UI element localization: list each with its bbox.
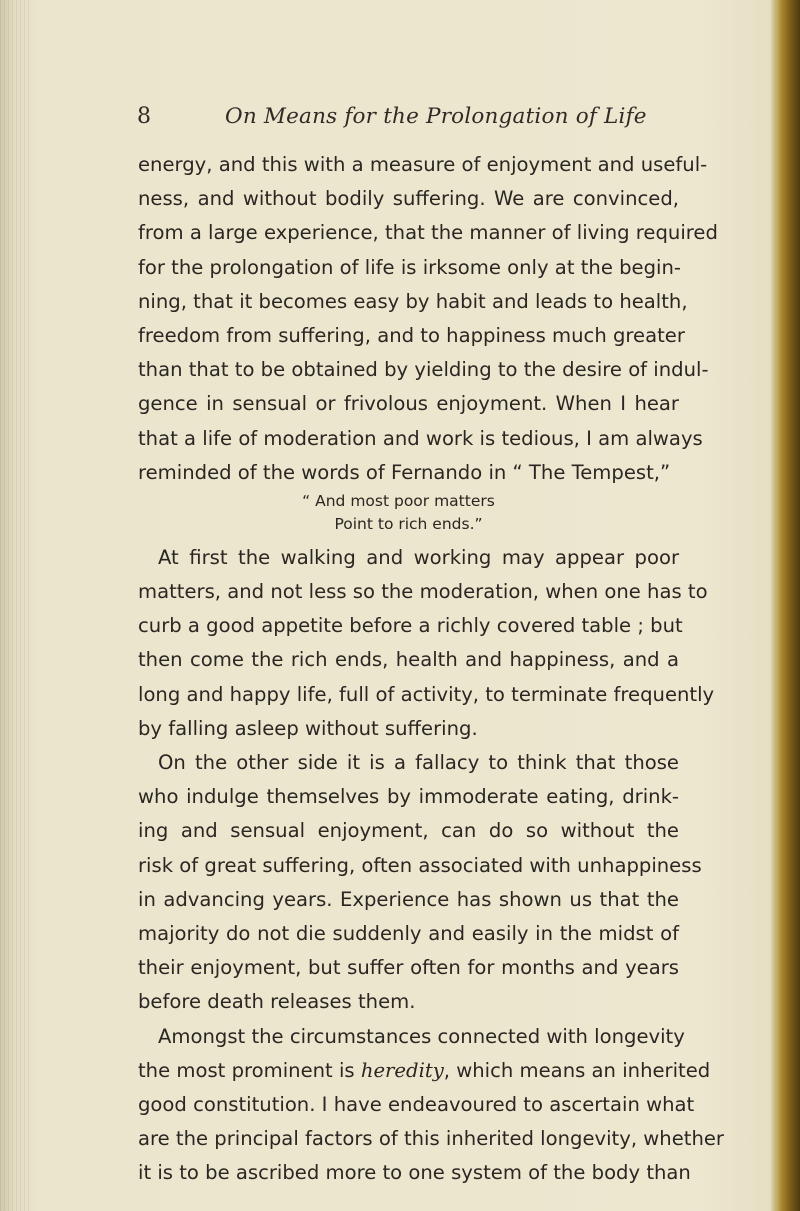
text-line: ning, that it becomes easy by habit and leads to health, bbox=[138, 289, 688, 313]
paragraph-1 bbox=[138, 148, 718, 490]
text-line bbox=[138, 1054, 711, 1088]
text-line: for the prolongation of life is irksome only at the begin- bbox=[138, 255, 681, 279]
text-run: the most prominent is bbox=[138, 1058, 361, 1082]
text-line: gence in sensual or frivolous enjoyment. When I hear bbox=[138, 392, 679, 416]
text-line: from a large experience, that the manner of living required bbox=[138, 221, 718, 245]
text-line: reminded of the words of Fernando in “ The Tempest,” bbox=[138, 460, 671, 484]
paragraph-4 bbox=[138, 1020, 724, 1191]
text-line: that a life of moderation and work is tedious, I am always bbox=[138, 426, 703, 450]
text-line: it is to be ascribed more to one system of the body than bbox=[138, 1161, 691, 1185]
text-line: energy, and this with a measure of enjoyment and useful- bbox=[138, 153, 708, 176]
quote-line: Point to rich ends.” bbox=[334, 514, 483, 533]
quote-line: “ And most poor matters bbox=[302, 491, 495, 510]
emphasized-word: heredity bbox=[360, 1058, 444, 1082]
paragraph-2 bbox=[138, 541, 715, 746]
text-line: their enjoyment, but suffer often for months and years bbox=[138, 956, 679, 980]
page-left-edge bbox=[0, 0, 30, 1211]
paragraph-3 bbox=[138, 746, 702, 1020]
text-line: ing and sensual enjoyment, can do so without the bbox=[138, 819, 679, 843]
book-binding-edge bbox=[776, 0, 800, 1211]
body-text bbox=[138, 148, 724, 1190]
text-line: majority do not die suddenly and easily in the midst of bbox=[138, 921, 679, 945]
block-quote bbox=[138, 490, 679, 536]
running-head bbox=[135, 104, 695, 134]
text-line: are the principal factors of this inherited longevity, whether bbox=[138, 1127, 724, 1151]
text-line: freedom from suffering, and to happiness much greater bbox=[138, 323, 685, 347]
text-line: long and happy life, full of activity, to terminate frequently bbox=[138, 682, 715, 706]
text-line: who indulge themselves by immoderate eating, drink- bbox=[138, 785, 679, 809]
text-line: good constitution. I have endeavoured to ascertain what bbox=[138, 1092, 695, 1116]
text-line: curb a good appetite before a richly covered table ; but bbox=[138, 614, 683, 638]
page-number: 8 bbox=[137, 104, 151, 129]
text-line: then come the rich ends, health and happiness, and a bbox=[138, 648, 679, 672]
text-line: before death releases them. bbox=[138, 990, 416, 1014]
page-heading: On Means for the Prolongation of Life bbox=[225, 104, 647, 129]
text-line: in advancing years. Experience has shown us that the bbox=[138, 887, 679, 911]
text-line: On the other side it is a fallacy to think that those bbox=[158, 751, 679, 774]
text-line: ness, and without bodily suffering. We are convinced, bbox=[138, 187, 679, 211]
text-line: risk of great suffering, often associated with unhappiness bbox=[138, 853, 702, 877]
text-line: than that to be obtained by yielding to the desire of indul- bbox=[138, 358, 709, 382]
text-line: by falling asleep without suffering. bbox=[138, 716, 478, 740]
text-line: At first the walking and working may appear poor bbox=[158, 545, 679, 569]
text-run: , which means an inherited bbox=[443, 1058, 711, 1082]
text-line: matters, and not less so the moderation, when one has to bbox=[138, 580, 708, 604]
text-line: Amongst the circumstances connected with longevity bbox=[158, 1024, 685, 1048]
